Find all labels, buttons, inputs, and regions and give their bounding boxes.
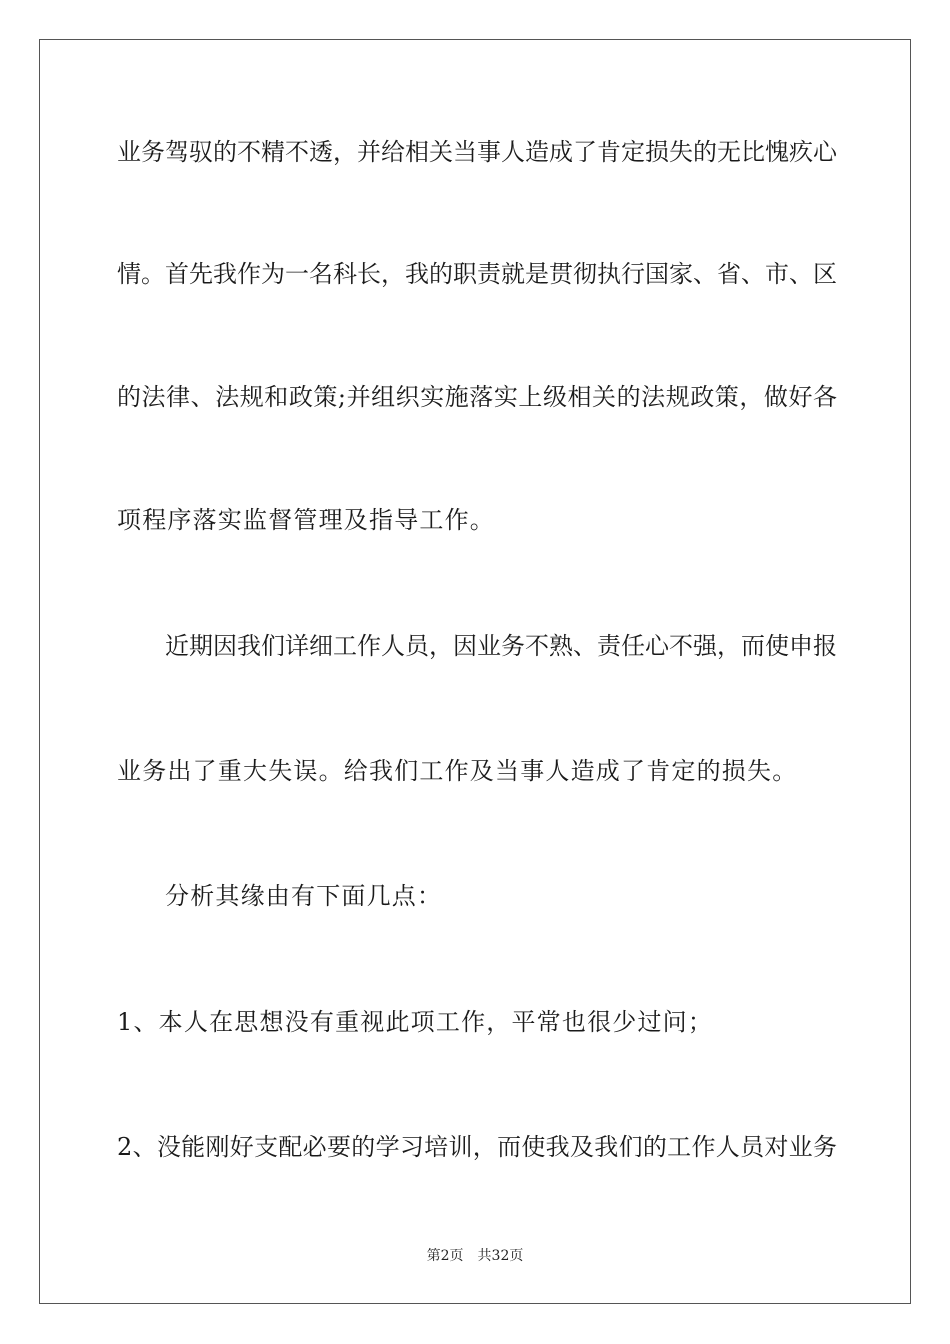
paragraph-line: 业务驾驭的不精不透，并给相关当事人造成了肯定损失的无比愧疚心 (117, 138, 837, 166)
page-total: 共32页 (477, 1248, 524, 1264)
page-number: 第2页 (426, 1248, 464, 1264)
list-item: 2、没能刚好支配必要的学习培训，而使我及我们的工作人员对业务 (117, 1133, 837, 1161)
paragraph-line: 业务出了重大失误。给我们工作及当事人造成了肯定的损失。 (117, 757, 798, 785)
page-footer (0, 1247, 950, 1265)
paragraph-line: 的法律、法规和政策;并组织实施落实上级相关的法规政策，做好各 (117, 383, 837, 411)
page-border (39, 39, 911, 1304)
paragraph-line: 情。首先我作为一名科长，我的职责就是贯彻执行国家、省、市、区 (117, 260, 837, 288)
list-item: 1、本人在思想没有重视此项工作，平常也很少过问； (117, 1008, 714, 1036)
paragraph-line: 项程序落实监督管理及指导工作。 (117, 506, 495, 534)
paragraph-line: 近期因我们详细工作人员，因业务不熟、责任心不强，而使申报 (165, 632, 837, 660)
paragraph-line: 分析其缘由有下面几点： (165, 882, 443, 910)
